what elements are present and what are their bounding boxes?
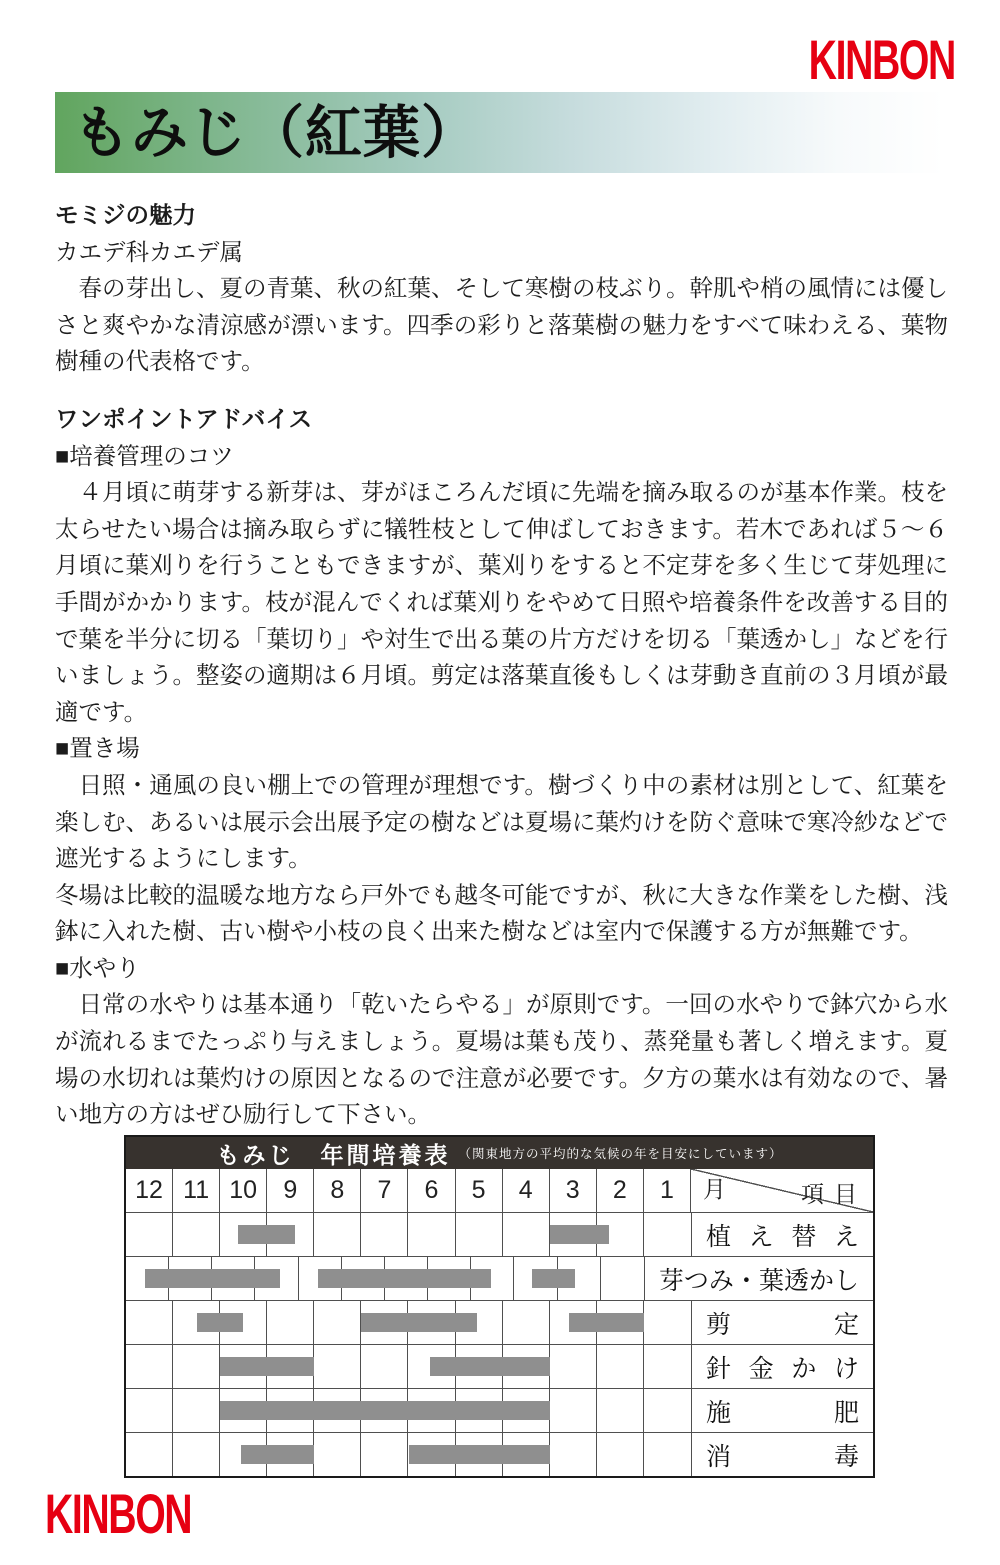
schedule-bar [238, 1225, 295, 1244]
month-header-12: 12 [126, 1169, 173, 1212]
grid-cell [361, 1433, 408, 1476]
section-heading-charm: モミジの魅力 [55, 202, 196, 228]
month-header-11: 11 [173, 1169, 220, 1212]
schedule-bar [532, 1269, 575, 1288]
grid-cell [550, 1389, 597, 1432]
schedule-grid [126, 1389, 691, 1432]
schedule-bar [318, 1269, 491, 1288]
schedule-bar [145, 1269, 280, 1288]
schedule-row [126, 1432, 873, 1476]
grid-cell [408, 1213, 455, 1256]
row-label: 消 毒 [691, 1433, 873, 1476]
grid-cell [126, 1345, 173, 1388]
grid-cell [644, 1433, 691, 1476]
grid-cell [644, 1389, 691, 1432]
grid-cell [314, 1345, 361, 1388]
corner-label-month: 月 [702, 1176, 726, 1202]
grid-cell [644, 1345, 691, 1388]
page-title: もみじ（紅葉） [73, 99, 479, 166]
subheading-cultivation: ■培養管理のコツ [55, 442, 234, 469]
grid-cell [456, 1213, 503, 1256]
month-header-5: 5 [456, 1169, 503, 1212]
kinbon-logo-top: KINBON [808, 28, 955, 91]
grid-cell [601, 1257, 644, 1300]
grid-cell [314, 1213, 361, 1256]
grid-cell [173, 1213, 220, 1256]
month-header-row [126, 1169, 873, 1212]
section-heading-advice: ワンポイントアドバイス [55, 405, 313, 432]
schedule-bar [550, 1225, 609, 1244]
paragraph-intro: 春の芽出し、夏の青葉、秋の紅葉、そして寒樹の枝ぶり。幹肌や梢の風情には優しさと爽やかな清涼感が漂います。四季の彩りと落葉樹の魅力をすべて味わえる、葉物樹種の代表格です。 [55, 275, 948, 375]
schedule-grid [126, 1345, 691, 1388]
grid-cell [644, 1213, 691, 1256]
month-header-9: 9 [267, 1169, 314, 1212]
grid-cell [597, 1389, 644, 1432]
month-header-10: 10 [220, 1169, 267, 1212]
row-label: 植 え 替 え [691, 1213, 873, 1256]
body-text [55, 197, 948, 1133]
grid-cell [550, 1345, 597, 1388]
subheading-watering: ■水やり [55, 954, 140, 981]
grid-cell [314, 1301, 361, 1344]
row-label: 施 肥 [691, 1389, 873, 1432]
schedule-grid [126, 1257, 644, 1300]
grid-cell [503, 1301, 550, 1344]
schedule-grid [126, 1301, 691, 1344]
row-label: 針 金 か け [691, 1345, 873, 1388]
month-header-6: 6 [408, 1169, 455, 1212]
grid-cell [550, 1433, 597, 1476]
grid-cell [361, 1213, 408, 1256]
grid-cell [126, 1389, 173, 1432]
kinbon-logo-bottom: KINBON [45, 1482, 192, 1545]
annual-cultivation-table [124, 1135, 875, 1478]
subheading-placement: ■置き場 [55, 735, 140, 762]
corner-cell [691, 1169, 873, 1212]
grid-cell [173, 1345, 220, 1388]
grid-cell [503, 1213, 550, 1256]
paragraph-placement-2: 冬場は比較的温暖な地方なら戸外でも越冬可能ですが、秋に大きな作業をした樹、浅鉢に入れた樹、古い樹や小枝の良く出来た樹などは室内で保護する方が無難です。 [55, 881, 948, 945]
schedule-rows [126, 1212, 873, 1476]
schedule-row [126, 1300, 873, 1344]
grid-cell [597, 1433, 644, 1476]
table-header-bar [126, 1137, 873, 1169]
schedule-bar [197, 1313, 243, 1332]
grid-cell [173, 1433, 220, 1476]
grid-cell [126, 1301, 173, 1344]
paragraph-watering: 日常の水やりは基本通り「乾いたらやる」が原則です。一回の水やりで鉢穴から水が流れるまでたっぷり与えましょう。夏場は葉も茂り、蒸発量も著しく増えます。夏場の水切れは葉灼けの原因となるので注意が必要です。夕方の葉水は有効なので、暑い地方の方はぜひ励行して下さい。 [55, 991, 948, 1128]
row-label: 芽 つ み ・ 葉 透 か し [644, 1257, 873, 1300]
grid-cell [126, 1213, 173, 1256]
corner-label-item: 項目 [801, 1181, 867, 1207]
schedule-bar [220, 1357, 314, 1376]
grid-cell [314, 1433, 361, 1476]
schedule-grid [126, 1213, 691, 1256]
month-header-2: 2 [597, 1169, 644, 1212]
schedule-bar [430, 1357, 550, 1376]
grid-cell [126, 1433, 173, 1476]
month-header-3: 3 [550, 1169, 597, 1212]
schedule-row [126, 1344, 873, 1388]
schedule-bar [220, 1401, 550, 1420]
grid-cell [597, 1345, 644, 1388]
grid-cell [361, 1345, 408, 1388]
table-subtitle: （関東地方の平均的な気候の年を目安にしています） [458, 1147, 783, 1161]
schedule-row [126, 1256, 873, 1300]
schedule-bar [241, 1445, 314, 1464]
schedule-bar [361, 1313, 476, 1332]
schedule-grid [126, 1433, 691, 1476]
grid-cell [173, 1389, 220, 1432]
schedule-bar [569, 1313, 644, 1332]
row-label: 剪 定 [691, 1301, 873, 1344]
title-banner [55, 92, 945, 173]
schedule-row [126, 1388, 873, 1432]
paragraph-family: カエデ科カエデ属 [55, 238, 243, 265]
schedule-row [126, 1212, 873, 1256]
table-title: もみじ 年間培養表 [216, 1141, 451, 1169]
grid-cell [644, 1301, 691, 1344]
grid-cell [267, 1301, 314, 1344]
month-header-8: 8 [314, 1169, 361, 1212]
schedule-bar [409, 1445, 550, 1464]
month-header-4: 4 [503, 1169, 550, 1212]
paragraph-placement-1: 日照・通風の良い棚上での管理が理想です。樹づくり中の素材は別として、紅葉を楽しむ、あるいは展示会出展予定の樹などは夏場に葉灼けを防ぐ意味で寒冷紗などで遮光するようにします。 [55, 771, 948, 872]
month-header-1: 1 [644, 1169, 691, 1212]
month-header-7: 7 [361, 1169, 408, 1212]
paragraph-cultivation: ４月頃に萌芽する新芽は、芽がほころんだ頃に先端を摘み取るのが基本作業。枝を太らせたい場合は摘み取らずに犠牲枝として伸ばしておきます。若木であれば５～６月頃に葉刈りを行うこともできますが、葉刈りをすると不定芽を多く生じて芽処理に手間がかかります。枝が混んでくれば葉刈りをやめて日照や培養条件を改善する目的で葉を半分に切る「葉切り」や対生で出る葉の片方だけを切る「葉透かし」などを行いましょう。整姿の適期は６月頃。剪定は落葉直後もしくは芽動き直前の３月頃が最適です。 [55, 479, 948, 725]
